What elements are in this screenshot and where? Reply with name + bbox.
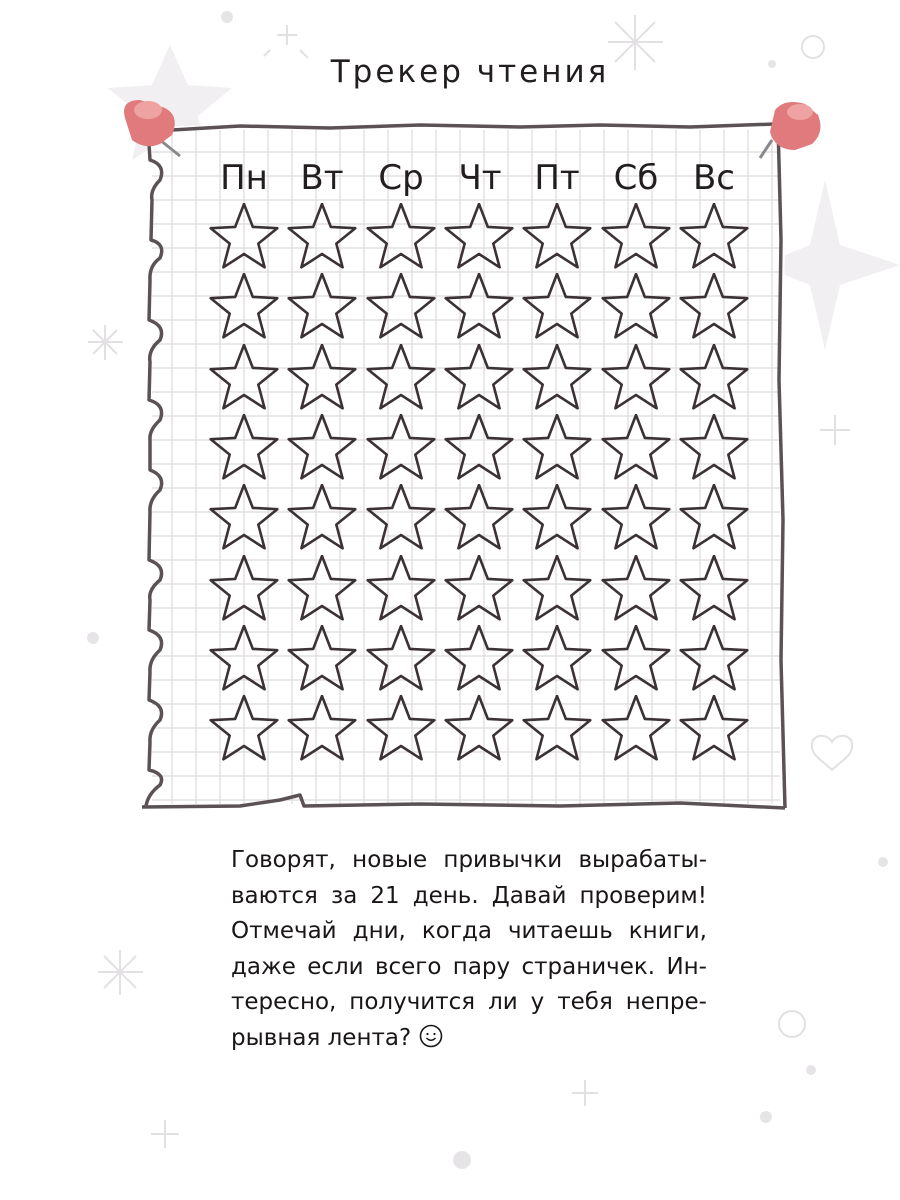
star-checkbox[interactable] [521, 555, 593, 621]
star-icon [521, 344, 593, 410]
star-checkbox[interactable] [365, 203, 437, 269]
star-icon [678, 484, 750, 550]
star-checkbox[interactable] [600, 203, 672, 269]
star-checkbox[interactable] [443, 625, 515, 691]
star-icon [600, 203, 672, 269]
star-icon [443, 484, 515, 550]
star-icon [443, 625, 515, 691]
day-header: Вт [300, 158, 344, 198]
star-checkbox[interactable] [365, 414, 437, 480]
sparkle-decoration [572, 1080, 598, 1106]
star-icon [286, 484, 358, 550]
star-icon [208, 695, 280, 761]
day-header: Сб [613, 158, 659, 198]
star-checkbox[interactable] [600, 555, 672, 621]
star-checkbox[interactable] [600, 484, 672, 550]
star-icon [208, 555, 280, 621]
star-icon [521, 414, 593, 480]
star-checkbox[interactable] [521, 414, 593, 480]
day-header: Ср [378, 158, 424, 198]
star-checkbox[interactable] [443, 414, 515, 480]
star-checkbox[interactable] [521, 203, 593, 269]
star-icon [443, 203, 515, 269]
star-icon [208, 484, 280, 550]
star-icon [365, 695, 437, 761]
star-checkbox[interactable] [521, 695, 593, 761]
star-icon [286, 203, 358, 269]
star-checkbox[interactable] [286, 555, 358, 621]
star-checkbox[interactable] [208, 625, 280, 691]
star-checkbox[interactable] [678, 344, 750, 410]
star-checkbox[interactable] [600, 414, 672, 480]
paragraph-line: рывная лента? [231, 1024, 412, 1051]
star-checkbox[interactable] [208, 695, 280, 761]
day-header: Пн [220, 158, 268, 198]
star-icon [600, 695, 672, 761]
paragraph-line: ваются за 21 день. Давай проверим! [231, 882, 707, 909]
star-icon [443, 555, 515, 621]
star-checkbox[interactable] [365, 344, 437, 410]
circle-decoration [453, 1151, 471, 1169]
star-icon [521, 203, 593, 269]
star-icon [521, 273, 593, 339]
star-checkbox[interactable] [600, 344, 672, 410]
paragraph-line: тересно, получится ли у тебя непре- [231, 989, 707, 1016]
star-icon [365, 484, 437, 550]
circle-decoration [87, 632, 99, 644]
star-icon [521, 625, 593, 691]
star-icon [365, 414, 437, 480]
circle-decoration [779, 1011, 805, 1037]
star-icon [365, 625, 437, 691]
sparkle-decoration [820, 415, 850, 445]
star-checkbox[interactable] [600, 695, 672, 761]
instruction-paragraph [231, 843, 707, 1057]
star-checkbox[interactable] [286, 344, 358, 410]
sparkle-decoration [151, 1120, 179, 1148]
star-checkbox[interactable] [678, 203, 750, 269]
star-checkbox[interactable] [208, 484, 280, 550]
star-checkbox[interactable] [286, 273, 358, 339]
star-checkbox[interactable] [286, 414, 358, 480]
star-icon [521, 555, 593, 621]
star-icon [678, 695, 750, 761]
star-checkbox[interactable] [443, 695, 515, 761]
star-checkbox[interactable] [286, 484, 358, 550]
star-checkbox[interactable] [208, 203, 280, 269]
smiley-face-icon [419, 1024, 443, 1048]
heart-decoration [812, 736, 852, 770]
star-icon [600, 344, 672, 410]
star-checkbox[interactable] [443, 203, 515, 269]
star-icon [365, 273, 437, 339]
star-icon [286, 414, 358, 480]
star-icon [443, 344, 515, 410]
star-checkbox[interactable] [286, 625, 358, 691]
star-checkbox[interactable] [521, 484, 593, 550]
star-icon [600, 484, 672, 550]
circle-decoration [806, 1065, 816, 1075]
star-checkbox[interactable] [208, 273, 280, 339]
day-header: Чт [458, 158, 502, 198]
star-icon [521, 695, 593, 761]
star-icon [286, 625, 358, 691]
paragraph-line: Говорят, новые привычки вырабаты- [231, 847, 707, 873]
sparkle-decoration [98, 950, 143, 995]
sparkle-decoration [88, 325, 123, 360]
star-checkbox[interactable] [678, 484, 750, 550]
circle-decoration [760, 1111, 772, 1123]
circle-decoration [878, 857, 888, 867]
star-checkbox[interactable] [443, 484, 515, 550]
star-icon [600, 273, 672, 339]
star-icon [208, 273, 280, 339]
star-icon [286, 555, 358, 621]
page-title: Трекер чтения [330, 54, 610, 90]
star-checkbox[interactable] [208, 414, 280, 480]
star-checkbox[interactable] [365, 625, 437, 691]
star-icon [600, 414, 672, 480]
day-header: Вс [692, 158, 736, 198]
star-checkbox[interactable] [365, 555, 437, 621]
star-icon [600, 625, 672, 691]
star-checkbox[interactable] [678, 695, 750, 761]
star-checkbox[interactable] [678, 555, 750, 621]
star-checkbox[interactable] [286, 695, 358, 761]
star-checkbox[interactable] [521, 344, 593, 410]
star-icon [678, 203, 750, 269]
star-icon [443, 695, 515, 761]
star-checkbox[interactable] [678, 273, 750, 339]
star-checkbox[interactable] [365, 695, 437, 761]
star-checkbox[interactable] [600, 273, 672, 339]
star-icon [208, 344, 280, 410]
star-icon [678, 555, 750, 621]
paragraph-line: Отмечай дни, когда читаешь книги, [231, 918, 707, 945]
star-icon [521, 484, 593, 550]
star-checkbox[interactable] [678, 625, 750, 691]
star-checkbox[interactable] [208, 555, 280, 621]
star-icon [678, 414, 750, 480]
star-checkbox[interactable] [678, 414, 750, 480]
star-icon [600, 555, 672, 621]
star-icon [365, 344, 437, 410]
star-icon [286, 273, 358, 339]
star-icon [208, 414, 280, 480]
star-checkbox[interactable] [521, 273, 593, 339]
star-checkbox[interactable] [365, 273, 437, 339]
star-checkbox[interactable] [443, 344, 515, 410]
star-checkbox[interactable] [521, 625, 593, 691]
star-icon [286, 344, 358, 410]
star-checkbox[interactable] [600, 625, 672, 691]
star-icon [678, 625, 750, 691]
star-icon [365, 203, 437, 269]
paragraph-line: даже если всего пару страничек. Ин- [231, 953, 707, 980]
star-checkbox[interactable] [443, 273, 515, 339]
star-icon [678, 273, 750, 339]
star-icon [286, 695, 358, 761]
star-icon [208, 203, 280, 269]
star-icon [365, 555, 437, 621]
star-checkbox[interactable] [286, 203, 358, 269]
day-header: Пт [534, 158, 580, 198]
star-icon [443, 414, 515, 480]
star-icon [443, 273, 515, 339]
circle-decoration [221, 11, 233, 23]
star-icon [678, 344, 750, 410]
star-icon [208, 625, 280, 691]
star-checkbox[interactable] [365, 484, 437, 550]
star-checkbox[interactable] [208, 344, 280, 410]
star-checkbox[interactable] [443, 555, 515, 621]
